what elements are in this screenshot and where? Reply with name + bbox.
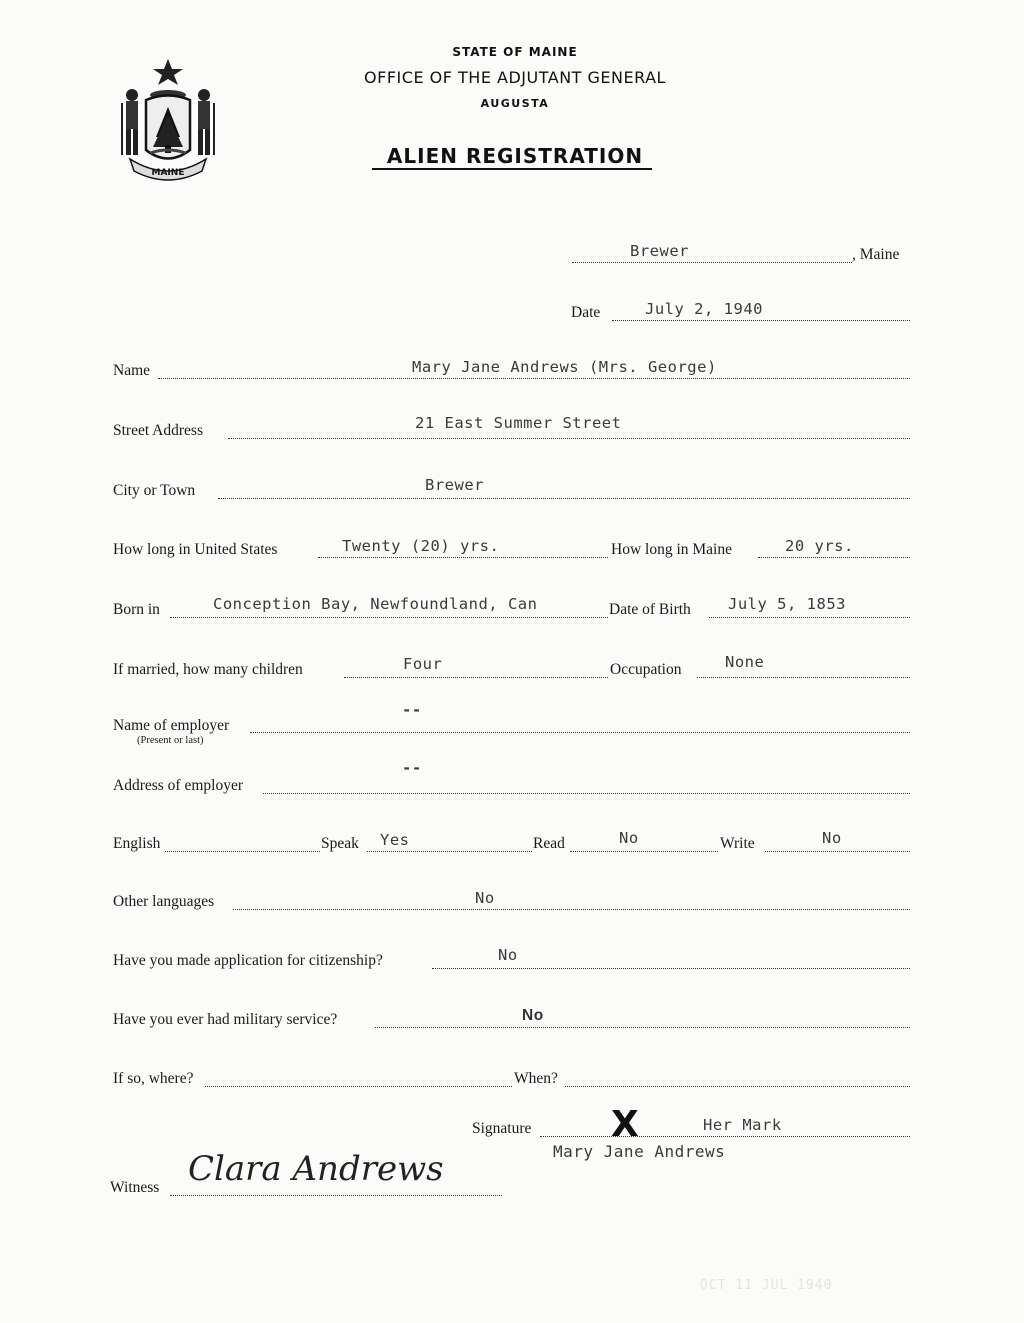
employer-row (0, 701, 1024, 755)
citizenship-row (0, 948, 1024, 978)
signature-mark-note: Her Mark (703, 1116, 782, 1134)
military-label: Have you ever had military service? (113, 1011, 338, 1028)
name-row (0, 358, 1024, 388)
duration-row (0, 537, 1024, 567)
witness-signature[interactable]: Clara Andrews (188, 1149, 444, 1189)
speak-value[interactable]: Yes (380, 831, 410, 849)
state-heading: STATE OF MAINE (452, 45, 578, 59)
signature-typed-name: Mary Jane Andrews (553, 1142, 726, 1161)
signature-mark[interactable]: X (611, 1104, 639, 1145)
children-row (0, 653, 1024, 687)
speak-label: Speak (321, 835, 359, 852)
town-row (0, 242, 1024, 272)
where-label: If so, where? (113, 1070, 194, 1087)
form-title: ALIEN REGISTRATION (386, 144, 644, 168)
born-value[interactable]: Conception Bay, Newfoundland, Can (213, 595, 538, 613)
other-languages-row (0, 889, 1024, 919)
employer-address-row (0, 759, 1024, 803)
english-row (0, 831, 1024, 861)
when-label: When? (514, 1070, 558, 1087)
military-value[interactable]: No (522, 1007, 544, 1024)
born-row (0, 597, 1024, 627)
signature-row (0, 1104, 1024, 1176)
city-row (0, 478, 1024, 508)
write-value[interactable]: No (822, 829, 842, 847)
seal-text: MAINE (151, 168, 185, 178)
date-value[interactable]: July 2, 1940 (645, 300, 763, 318)
city-value[interactable]: Brewer (425, 476, 484, 494)
other-languages-label: Other languages (113, 893, 215, 910)
children-label: If married, how many children (113, 661, 303, 678)
employer-address-value[interactable]: -- (402, 759, 422, 777)
employer-address-label: Address of employer (113, 777, 243, 794)
street-row (0, 414, 1024, 448)
maine-duration-value[interactable]: 20 yrs. (785, 537, 854, 555)
date-label: Date (571, 304, 601, 321)
city-heading: AUGUSTA (480, 97, 550, 110)
children-value[interactable]: Four (403, 655, 443, 673)
town-value[interactable]: Brewer (630, 242, 689, 260)
faint-stamp: OCT 11 JUL 1940 (700, 1278, 833, 1293)
read-label: Read (533, 835, 565, 852)
street-value[interactable]: 21 East Summer Street (415, 414, 622, 432)
street-label: Street Address (113, 422, 203, 439)
witness-label: Witness (110, 1179, 160, 1196)
us-duration-value[interactable]: Twenty (20) yrs. (342, 537, 500, 555)
name-label: Name (113, 362, 151, 379)
us-duration-label: How long in United States (113, 541, 278, 558)
military-row (0, 1007, 1024, 1037)
name-value[interactable]: Mary Jane Andrews (Mrs. George) (412, 358, 717, 376)
state-seal-icon (108, 55, 228, 185)
date-row (0, 300, 1024, 330)
city-label: City or Town (113, 482, 196, 499)
occupation-value[interactable]: None (725, 653, 765, 671)
occupation-label: Occupation (610, 661, 682, 678)
employer-sublabel: (Present or last) (137, 735, 204, 746)
other-languages-value[interactable]: No (475, 889, 495, 907)
title-underline (372, 168, 652, 170)
employer-value[interactable]: -- (402, 701, 422, 719)
dob-value[interactable]: July 5, 1853 (728, 595, 846, 613)
citizenship-label: Have you made application for citizenship? (113, 952, 383, 969)
office-heading: OFFICE OF THE ADJUTANT GENERAL (364, 68, 666, 87)
dob-label: Date of Birth (609, 601, 691, 618)
citizenship-value[interactable]: No (498, 946, 518, 964)
employer-label: Name of employer (113, 717, 230, 734)
born-label: Born in (113, 601, 160, 618)
maine-duration-label: How long in Maine (611, 541, 732, 558)
read-value[interactable]: No (619, 829, 639, 847)
signature-label: Signature (472, 1120, 532, 1137)
english-label: English (113, 835, 161, 852)
where-row (0, 1066, 1024, 1096)
write-label: Write (720, 835, 755, 852)
town-suffix: , Maine (852, 246, 900, 263)
